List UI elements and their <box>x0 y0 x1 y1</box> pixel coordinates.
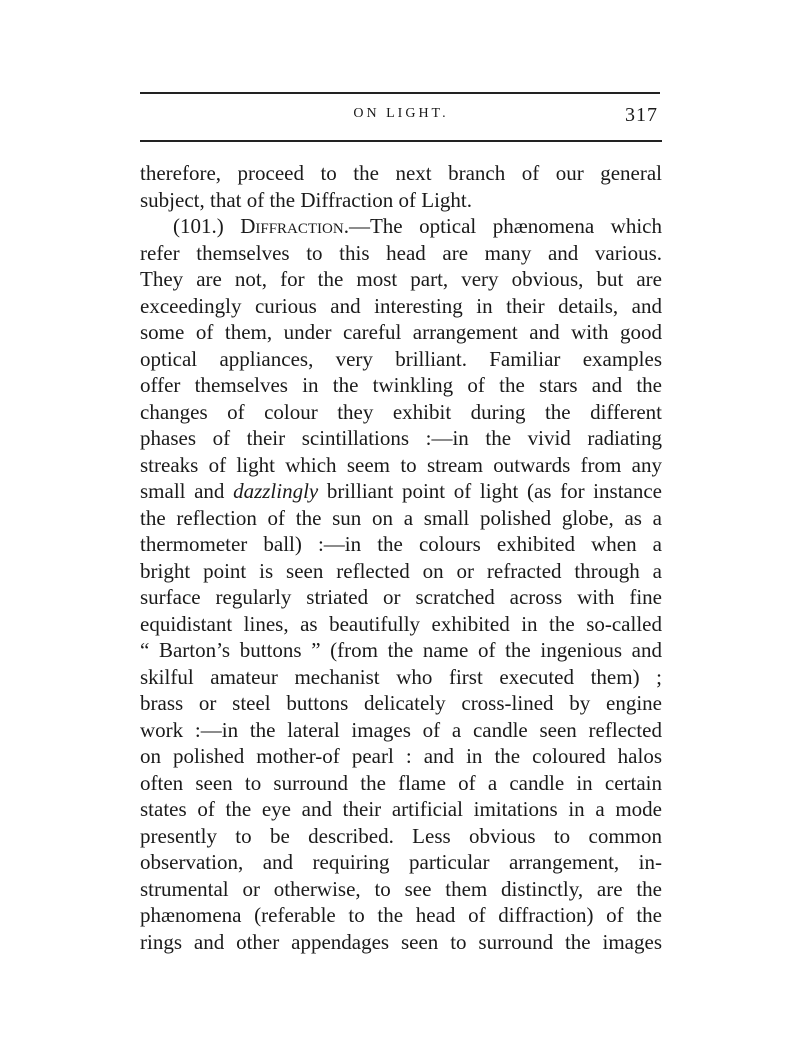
text-line: on polished mother-of pearl : and in the coloured halos <box>140 744 662 768</box>
text-line: exceedingly curious and interesting in their details, and <box>140 293 662 318</box>
text-line: “ Barton’s buttons ” (from the name of the ingenious and <box>140 638 662 662</box>
text-line: bright point is seen reflected on or refracted through a <box>140 558 662 583</box>
text-line: often seen to surround the flame of a candle in certain <box>140 770 662 795</box>
page-number: 317 <box>625 104 658 126</box>
text-line: phases of their scintillations :—in the vivid radiating <box>140 426 662 450</box>
text-line: equidistant lines, as beautifully exhibited in the so-called <box>140 611 662 636</box>
text-line: strumental or otherwise, to see them distinctly, are the <box>140 876 662 901</box>
text-line: skilful amateur mechanist who first executed them) ; <box>140 664 662 689</box>
italic-word: dazzlingly <box>233 479 319 503</box>
text-line: the reflection of the sun on a small polished globe, as a <box>140 505 662 530</box>
text-line: presently to be described. Less obvious to common <box>140 823 662 848</box>
text-line: rings and other appendages seen to surround the images <box>140 929 662 954</box>
text-line: They are not, for the most part, very obvious, but are <box>140 267 662 291</box>
body-text <box>140 160 662 955</box>
text-line: subject, that of the Diffraction of Light. <box>140 187 473 212</box>
running-title: ON LIGHT. <box>353 106 449 121</box>
text-line: thermometer ball) :—in the colours exhibited when a <box>140 532 662 556</box>
text-fragment: brilliant point of light (as for instance <box>318 479 662 503</box>
text-line: observation, and requiring particular arrangement, in- <box>140 850 662 874</box>
text-fragment: —The optical phænomena which <box>348 214 663 238</box>
text-line: changes of colour they exhibit during the different <box>140 399 662 424</box>
text-fragment: small and <box>140 479 234 503</box>
text-line: streaks of light which seem to stream outwards from any <box>140 452 662 477</box>
text-line: optical appliances, very brilliant. Familiar examples <box>140 346 662 371</box>
section-number: (101.) <box>172 214 224 238</box>
header-rule-bottom <box>140 140 662 142</box>
section-title: Diffraction. <box>240 214 349 238</box>
text-line: some of them, under careful arrangement and with good <box>140 320 662 344</box>
text-line: work :—in the lateral images of a candle seen reflected <box>140 717 662 742</box>
running-header <box>140 104 662 134</box>
text-line: phænomena (referable to the head of diffraction) of the <box>140 903 662 927</box>
header-rule-top <box>140 92 660 94</box>
text-line: offer themselves in the twinkling of the stars and the <box>140 373 662 397</box>
section-heading-line <box>140 213 662 240</box>
text-line: brass or steel buttons delicately cross-lined by engine <box>140 691 662 715</box>
text-line: states of the eye and their artificial imitations in a mode <box>140 797 662 821</box>
text-line: surface regularly striated or scratched across with fine <box>140 585 662 609</box>
text-line <box>140 478 662 505</box>
text-line: refer themselves to this head are many and various. <box>140 240 662 265</box>
text-line: therefore, proceed to the next branch of our general <box>140 161 662 185</box>
